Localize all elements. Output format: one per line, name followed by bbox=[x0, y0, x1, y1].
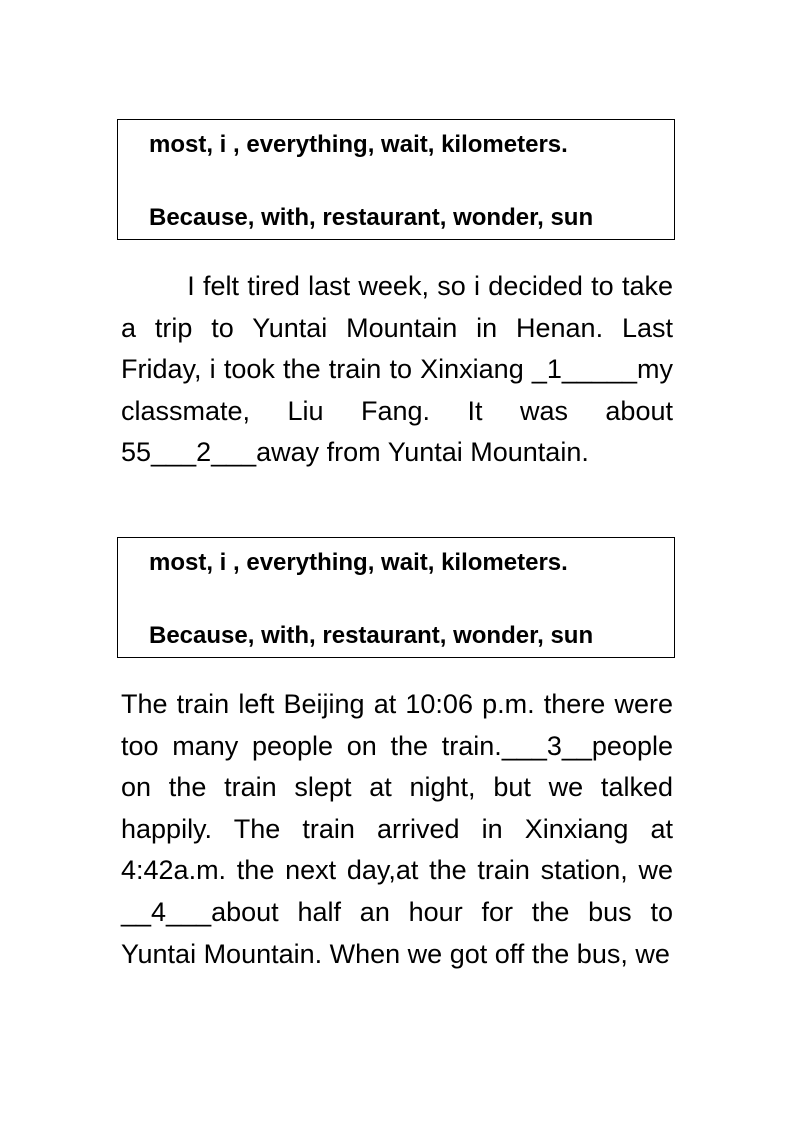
passage-paragraph-1: I felt tired last week, so i decided to take a trip to Yuntai Mountain in Henan. Last Friday, i took the train to Xinxiang _1_____my classmate, Liu Fang. It was about 55___2___away from Yuntai Mountain. bbox=[121, 271, 673, 468]
passage-paragraph-2: The train left Beijing at 10:06 p.m. there were too many people on the train.___3__people on the train slept at night, but we talked happily. The train arrived in Xinxiang at 4:42a.m. the next day,at the train station, we __4___about half an hour for the bus to Yuntai Mountain. When we got off the bus, we bbox=[121, 689, 673, 969]
word-bank-line-2: Because, with, restaurant, wonder, sun bbox=[149, 204, 594, 231]
word-bank-line-1: most, i , everything, wait, kilometers. bbox=[149, 549, 568, 576]
word-bank-line-2: Because, with, restaurant, wonder, sun bbox=[149, 622, 594, 649]
word-bank-box-2 bbox=[117, 537, 675, 658]
word-bank-box-1 bbox=[117, 119, 675, 240]
word-bank-line-1: most, i , everything, wait, kilometers. bbox=[149, 131, 568, 158]
